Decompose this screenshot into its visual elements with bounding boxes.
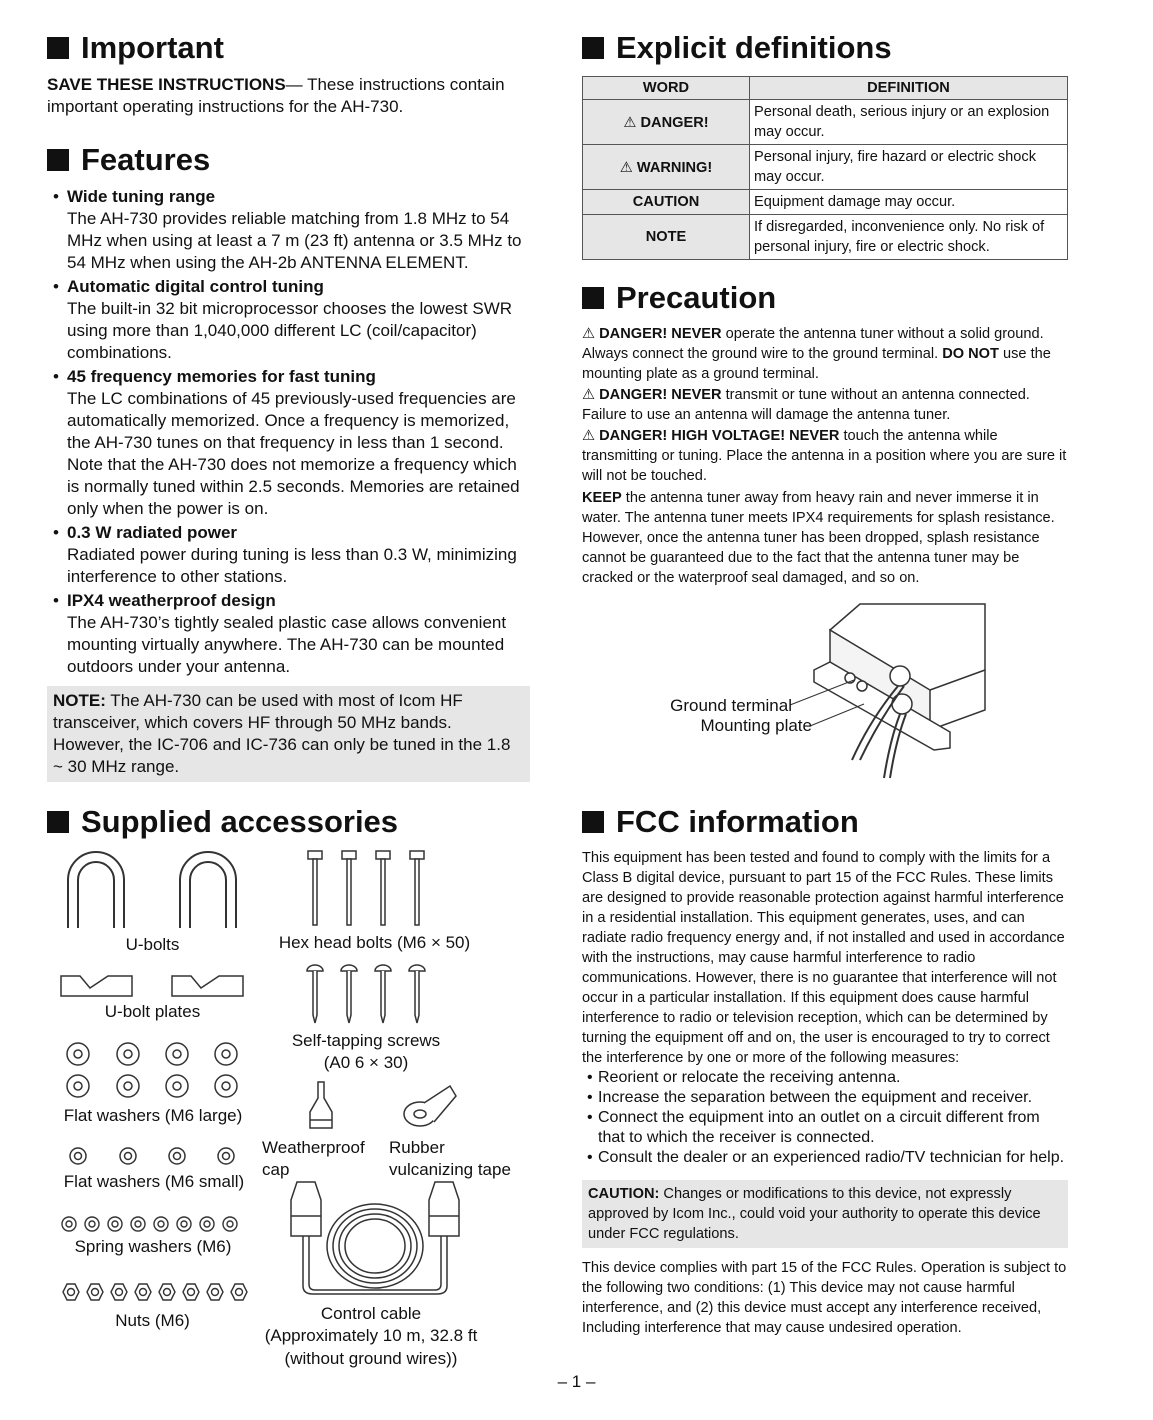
- u-bolts-label: U-bolts: [125, 935, 180, 954]
- flat-washers-small-label: Flat washers (M6 small): [63, 1172, 245, 1191]
- precaution-p4: KEEP the antenna tuner away from heavy rain and never immerse it in water. The antenna tuner meets IPX4 requirements for splash resistance. However, once the antenna tuner has been dropped, splash resistance cannot be guaranteed due to the fact that the antenna tuner may be cracked or the waterproof seal damaged, and so on.: [582, 490, 1055, 586]
- list-item: • Consult the dealer or an experienced radio/TV technician for help.: [582, 1148, 1068, 1168]
- features-heading: Features: [47, 140, 530, 180]
- rubber-tape-illustration: [400, 1082, 460, 1132]
- important-heading: Important: [47, 28, 530, 68]
- features-note: NOTE: The AH-730 can be used with most of Icom HF transceiver, which covers HF through 50 MHz bands. However, the IC-706 and IC-736 can only be tuned in the 1.8 ~ 30 MHz range.: [47, 686, 530, 782]
- cable-label-1: Control cable: [320, 1304, 422, 1323]
- self-tapping-label-2: (A0 6 × 30): [323, 1053, 409, 1072]
- fcc-compliance: This device complies with part 15 of the FCC Rules. Operation is subject to the following two conditions: (1) This device may not cause harmful interference, and (2) this device must accept any interference received, Including interference that may cause undesired operation.: [582, 1260, 1067, 1336]
- features-list: [47, 186, 530, 678]
- hex-bolts-illustration: [305, 850, 435, 928]
- flat-washers-small-illustration: [66, 1145, 246, 1169]
- cable-label-2: (Approximately 10 m, 32.8 ft: [264, 1326, 478, 1345]
- fcc-caution: CAUTION: Changes or modifications to this device, not expressly approved by Icom Inc., could void your authority to operate this device under FCC regulations.: [582, 1180, 1068, 1248]
- hex-bolts-label: Hex head bolts (M6 × 50): [278, 933, 471, 952]
- flat-washers-large-illustration: [66, 1042, 246, 1102]
- col-definition: DEFINITION: [750, 77, 1068, 100]
- list-item: • Connect the equipment into an outlet on a circuit different from that to which the receiver is connected.: [582, 1108, 1068, 1148]
- ground-terminal-label: Ground terminal: [670, 696, 792, 715]
- list-item: • Reorient or relocate the receiving antenna.: [582, 1068, 1068, 1088]
- u-bolts-illustration: [60, 850, 260, 930]
- feature-item: • Automatic digital control tuning The built-in 32 bit microprocessor chooses the lowest SWR using more than 1,040,000 different LC (coil/capacitor) combinations.: [47, 276, 530, 364]
- u-bolt-plates-label: U-bolt plates: [104, 1002, 201, 1021]
- spring-washers-illustration: [60, 1215, 245, 1235]
- self-tapping-label-1: Self-tapping screws: [291, 1031, 441, 1050]
- definitions-heading: Explicit definitions: [582, 28, 1068, 68]
- col-word: WORD: [583, 77, 750, 100]
- page-number: – 1 –: [557, 1372, 596, 1391]
- precaution-p3: ⚠ DANGER! HIGH VOLTAGE! NEVER touch the antenna while transmitting or tuning. Place the antenna in a position where you are sure it will not be touched.: [582, 428, 1067, 484]
- control-cable-illustration: [287, 1176, 462, 1298]
- feature-item: • 0.3 W radiated power Radiated power during tuning is less than 0.3 W, minimizing interference to other stations.: [47, 522, 530, 588]
- fcc-measures: [582, 1068, 1068, 1168]
- weatherproof-cap-illustration: [302, 1080, 342, 1132]
- accessories-heading: Supplied accessories: [47, 802, 398, 842]
- cap-label-1: Weatherproof: [262, 1138, 365, 1157]
- precaution-p1: ⚠ DANGER! NEVER operate the antenna tuner without a solid ground. Always connect the ground wire to the ground terminal. DO NOT use the mounting plate as a ground terminal.: [582, 326, 1051, 382]
- feature-item: • 45 frequency memories for fast tuning The LC combinations of 45 previously-used frequencies are automatically memorized. Once a frequency is memorized, the AH-730 tunes on that frequency in less than 1 second. Note that the AH-730 does not memorize a frequency which is normally tuned within 2.5 seconds. Memories are retained only when the power is on.: [47, 366, 530, 520]
- list-item: • Increase the separation between the equipment and receiver.: [582, 1088, 1068, 1108]
- antenna-tuner-illustration: [810, 600, 985, 780]
- table-row: NOTE If disregarded, inconvenience only. No risk of personal injury, fire or electric shock.: [583, 215, 1068, 260]
- self-tapping-screws-illustration: [305, 965, 435, 1025]
- flat-washers-large-label: Flat washers (M6 large): [63, 1106, 243, 1125]
- nuts-illustration: [60, 1282, 250, 1304]
- important-text: SAVE THESE INSTRUCTIONS— These instructions contain important operating instructions for the AH-730.: [47, 75, 505, 116]
- precaution-p2: ⚠ DANGER! NEVER transmit or tune without an antenna connected. Failure to use an antenna will damage the antenna tuner.: [582, 387, 1030, 423]
- feature-item: • IPX4 weatherproof design The AH-730’s tightly sealed plastic case allows convenient mounting virtually anywhere. The AH-730 can be mounted outdoors under your antenna.: [47, 590, 530, 678]
- u-bolt-plates-illustration: [60, 972, 245, 998]
- table-row: ⚠ DANGER! Personal death, serious injury or an explosion may occur.: [583, 100, 1068, 145]
- fcc-heading: FCC information: [582, 802, 1068, 842]
- cable-label-3: (without ground wires)): [284, 1349, 458, 1368]
- precaution-heading: Precaution: [582, 278, 1068, 318]
- table-row: ⚠ WARNING! Personal injury, fire hazard or electric shock may occur.: [583, 145, 1068, 190]
- fcc-intro: This equipment has been tested and found to comply with the limits for a Class B digital device, pursuant to part 15 of the FCC Rules. These limits are designed to provide reasonable protection against harmful interference in a residential installation. This equipment generates, uses, and can radiate radio frequency energy and, if not installed and used in accordance with the instructions, may cause harmful interference to radio communications. However, there is no guarantee that interference will not occur in a particular installation. If this equipment does cause harmful interference to radio or television reception, which can be determined by turning the equipment off and on, the user is encouraged to try to correct the interference by one or more of the following measures:: [582, 850, 1065, 1066]
- spring-washers-label: Spring washers (M6): [74, 1237, 232, 1256]
- feature-item: • Wide tuning range The AH-730 provides reliable matching from 1.8 MHz to 54 MHz when using at least a 7 m (23 ft) antenna or 3.5 MHz to 54 MHz when using the AH-2b ANTENNA ELEMENT.: [47, 186, 530, 274]
- cap-label-2: cap: [262, 1160, 290, 1179]
- definitions-table: [582, 76, 1068, 260]
- table-row: CAUTION Equipment damage may occur.: [583, 190, 1068, 215]
- nuts-label: Nuts (M6): [115, 1311, 190, 1330]
- tape-label-1: Rubber: [389, 1138, 445, 1157]
- tape-label-2: vulcanizing tape: [389, 1160, 511, 1179]
- mounting-plate-label: Mounting plate: [700, 716, 812, 735]
